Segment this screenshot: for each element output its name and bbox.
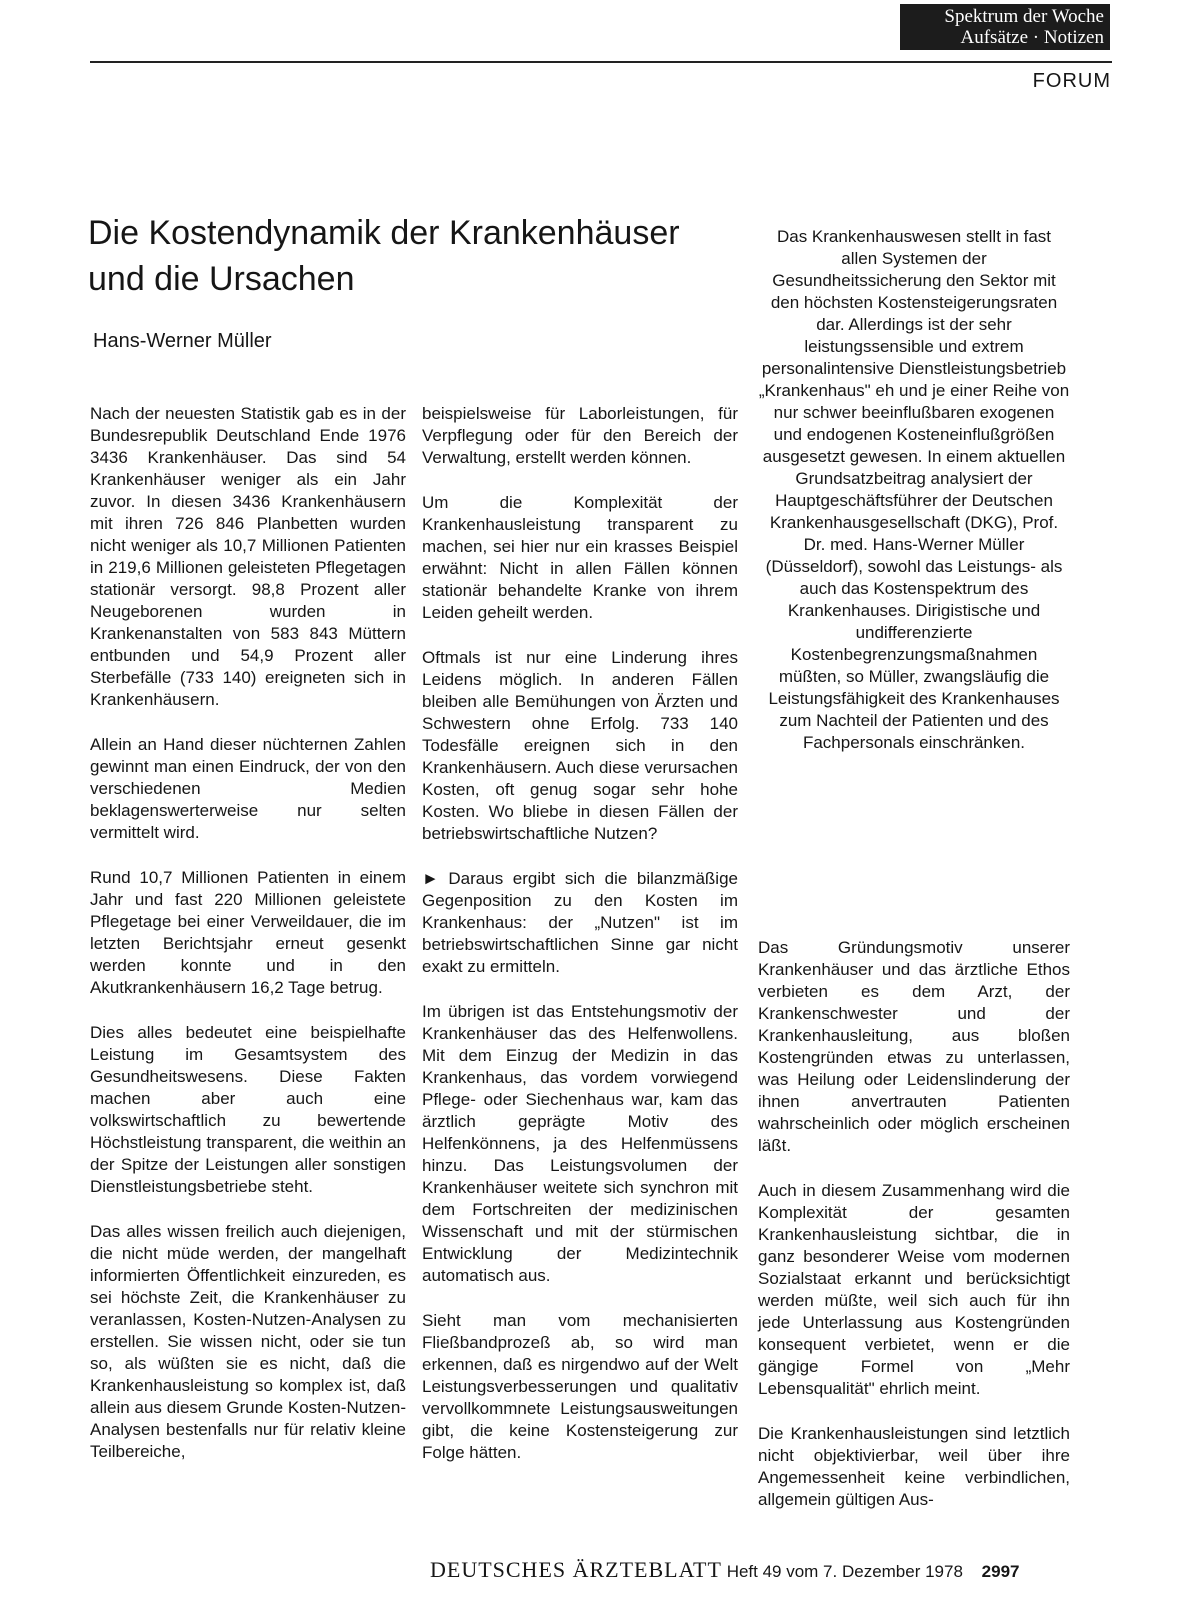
text-column-3 — [758, 937, 1070, 1534]
lead-paragraph: Das Krankenhauswesen stellt in fast allen Systemen der Gesundheitssicherung den Sektor mit den höchsten Kostensteigerungsraten dar. Allerdings ist der sehr leistungssensible und extrem personalintensive Dienstleistungsbetrieb „Krankenhaus" eh und je einer Reihe von nur schwer beeinflußbaren exogenen und endogenen Kosteneinflußgrößen ausgesetzt gewesen. In einem aktuellen Grundsatzbeitrag analysiert der Hauptgeschäftsführer der Deutschen Krankenhausgesellschaft (DKG), Prof. Dr. med. Hans-Werner Müller (Düsseldorf), sowohl das Leistungs- als auch das Kostenspektrum des Krankenhauses. Dirigistische und undifferenzierte Kostenbegrenzungsmaßnahmen müßten, so Müller, zwangsläufig die Leistungsfähigkeit des Krankenhauses zum Nachteil der Patienten und des Fachpersonals einschränken. — [758, 227, 1070, 752]
rubric-line-1: Spektrum der Woche — [944, 6, 1104, 27]
text-column-1 — [90, 403, 406, 1486]
header-rule — [90, 61, 1112, 63]
paragraph: beispielsweise für Laborleistungen, für Verpflegung oder für den Bereich der Verwaltung, erstellt werden können. — [422, 404, 738, 467]
page-number: 2997 — [981, 1562, 1020, 1581]
title-line-2: und die Ursachen — [88, 260, 355, 298]
article-title — [88, 210, 768, 302]
paragraph: Um die Komplexität der Krankenhausleistung transparent zu machen, sei hier nur ein krasses Beispiel erwähnt: Nicht in allen Fällen können stationär behandelte Kranke von ihrem Leiden geheilt werden. — [422, 493, 738, 622]
magazine-name: DEUTSCHES ÄRZTEBLATT — [430, 1557, 722, 1582]
section-rubric — [900, 4, 1110, 50]
paragraph: Das alles wissen freilich auch diejenigen, die nicht müde werden, der mangelhaft informierten Öffentlichkeit einzureden, es sei höchste Zeit, die Krankenhäuser zu veranlassen, Kosten-Nutzen-Analysen zu erstellen. Sie wissen nicht, oder sie tun so, als wüßten sie es nicht, daß die Krankenhausleistung so komplex ist, daß allein aus diesem Grunde Kosten-Nutzen-Analysen bestenfalls nur für relativ kleine Teilbereiche, — [90, 1222, 406, 1461]
text-column-2 — [422, 403, 738, 1487]
paragraph: Allein an Hand dieser nüchternen Zahlen gewinnt man einen Eindruck, der von den verschiedenen Medien beklagenswerterweise nur selten vermittelt wird. — [90, 735, 406, 842]
paragraph: Nach der neuesten Statistik gab es in der Bundesrepublik Deutschland Ende 1976 3436 Krankenhäuser. Das sind 54 Krankenhäuser weniger als ein Jahr zuvor. In diesen 3436 Krankenhäusern mit ihren 726 846 Planbetten wurden nicht weniger als 10,7 Millionen Patienten in 219,6 Millionen geleisteten Pflegetagen stationär versorgt. 98,8 Prozent aller Neugeborenen wurden in Krankenanstalten von 583 843 Müttern entbunden und 54,9 Prozent aller Sterbefälle (733 140) ereigneten sich in Krankenhäusern. — [90, 404, 406, 709]
paragraph: Sieht man vom mechanisierten Fließbandprozeß ab, so wird man erkennen, daß es nirgendwo auf der Welt Leistungsverbesserungen und qualitativ vervollkommnete Leistungsausweitungen gibt, die keine Kostensteigerung zur Folge hätten. — [422, 1311, 738, 1462]
paragraph: ► Daraus ergibt sich die bilanzmäßige Gegenposition zu den Kosten im Krankenhaus: der „Nutzen" ist im betriebswirtschaftlichen Sinne gar nicht exakt zu ermitteln. — [422, 869, 738, 976]
paragraph: Das Gründungsmotiv unserer Krankenhäuser und das ärztliche Ethos verbieten es dem Arzt, der Krankenschwester und der Krankenhausleitung, aus bloßen Kostengründen etwas zu unterlassen, was Heilung oder Leidenslinderung der ihnen anvertrauten Patienten wahrscheinlich oder möglich erscheinen läßt. — [758, 938, 1070, 1155]
paragraph: Rund 10,7 Millionen Patienten in einem Jahr und fast 220 Millionen geleistete Pflegetage bei einer Verweildauer, die im letzten Berichtsjahr erneut gesenkt werden konnte und in den Akutkrankenhäusern 16,2 Tage betrug. — [90, 868, 406, 997]
page-footer — [430, 1557, 1082, 1583]
title-line-1: Die Kostendynamik der Krankenhäuser — [88, 214, 680, 252]
article-author: Hans-Werner Müller — [93, 330, 272, 352]
paragraph: Im übrigen ist das Entstehungsmotiv der Krankenhäuser das des Helfenwollens. Mit dem Einzug der Medizin in das Krankenhaus, das vordem vorwiegend Pflege- oder Siechenhaus war, kam das ärztlich geprägte Motiv des Helfenkönnens, ja des Helfenmüssens hinzu. Das Leistungsvolumen der Krankenhäuser weitete sich synchron mit dem Fortschreiten der medizinischen Wissenschaft und mit der stürmischen Entwicklung der Medizintechnik automatisch aus. — [422, 1002, 738, 1285]
rubric-line-2: Aufsätze · Notizen — [960, 27, 1104, 48]
paragraph: Die Krankenhausleistungen sind letztlich nicht objektivierbar, weil über ihre Angemessenheit keine verbindlichen, allgemein gültigen Aus- — [758, 1424, 1070, 1509]
paragraph: Dies alles bedeutet eine beispielhafte Leistung im Gesamtsystem des Gesundheitswesens. Diese Fakten machen aber auch eine volkswirtschaftlich zu bewertende Höchstleistung transparent, die weithin an der Spitze der Leistungen aller sonstigen Dienstleistungsbetriebe steht. — [90, 1023, 406, 1196]
lead-abstract — [758, 226, 1070, 777]
section-label: FORUM — [1032, 70, 1111, 92]
paragraph: Oftmals ist nur eine Linderung ihres Leidens möglich. In anderen Fällen bleiben alle Bemühungen von Ärzten und Schwestern ohne Erfolg. 733 140 Todesfälle ereignen sich in den Krankenhäusern. Auch diese verursachen Kosten, oft genug sogar sehr hohe Kosten. Wo bliebe in diesen Fällen der betriebswirtschaftliche Nutzen? — [422, 648, 738, 843]
issue-info: Heft 49 vom 7. Dezember 1978 — [726, 1562, 963, 1581]
paragraph: Auch in diesem Zusammenhang wird die Komplexität der gesamten Krankenhausleistung sichtbar, die in ganz besonderer Weise vom modernen Sozialstaat erkannt und berücksichtigt werden müßte, weil sich auch für ihn jede Unterlassung aus Kostengründen konsequent verbietet, wenn er die gängige Formel von „Mehr Lebensqualität" ehrlich meint. — [758, 1181, 1070, 1398]
